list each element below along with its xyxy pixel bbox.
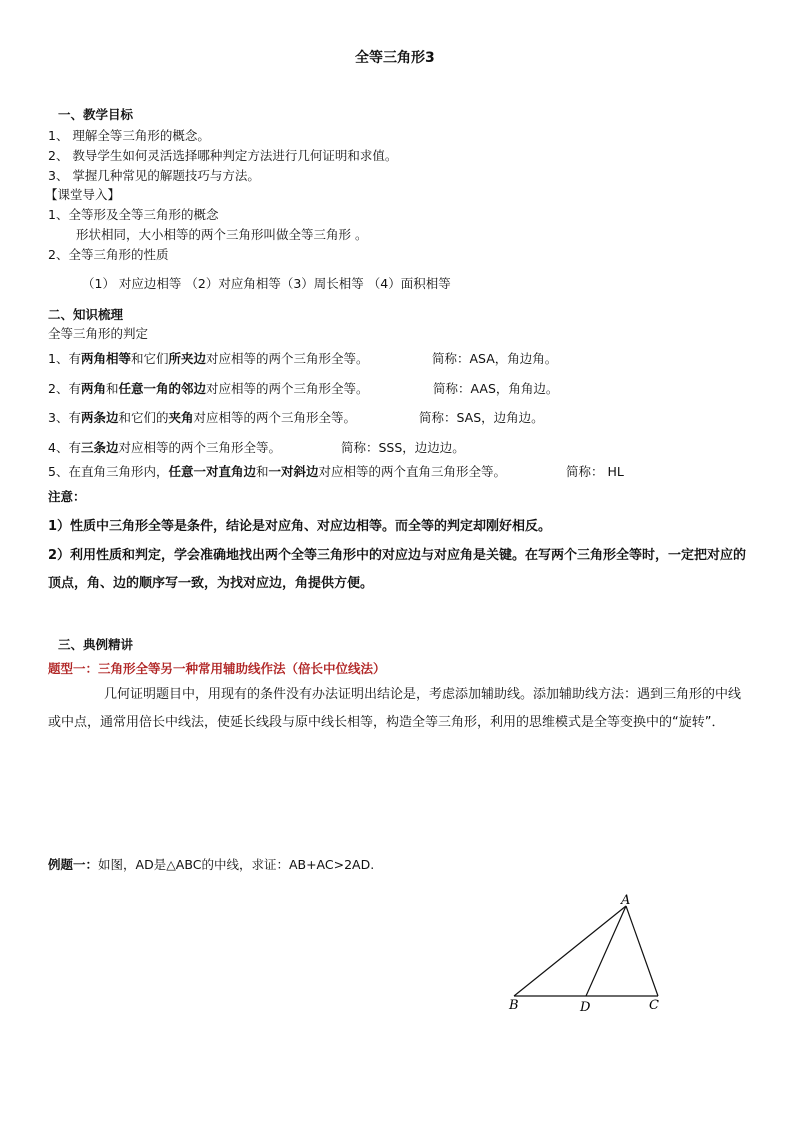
rule-1-post: 对应相等的两个三角形全等。 bbox=[206, 351, 369, 366]
rule-2 bbox=[48, 382, 369, 396]
rule-5-post: 对应相等的两个直角三角形全等。 bbox=[318, 464, 507, 479]
rule-2-mid: 和 bbox=[105, 381, 119, 396]
note-2: 2）利用性质和判定，学会准确地找出两个全等三角形中的对应边与对应角是关键。在写两个三角形全等时，一定把对应的顶点，角、边的顺序写一致，为找对应边，角提供方便。 bbox=[48, 548, 747, 591]
objective-2: 2、 教导学生如何灵活选择哪种判定方法进行几何证明和求值。 bbox=[48, 148, 398, 163]
label-b: B bbox=[509, 998, 519, 1013]
rule-1 bbox=[48, 352, 369, 366]
section-1-heading: 一、教学目标 bbox=[58, 107, 134, 122]
intro-heading: 【课堂导入】 bbox=[45, 187, 121, 202]
triangle-figure bbox=[500, 890, 680, 1020]
rule-5-abbr: 简称： HL bbox=[566, 464, 624, 479]
page-title: 全等三角形3 bbox=[355, 50, 435, 66]
side-ac bbox=[626, 906, 658, 996]
type-1-text: 几何证明题目中，用现有的条件没有办法证明出结论是，考虑添加辅助线。添加辅助线方法：遇到三角形的中线或中点，通常用倍长中线法，使延长线段与原中线长相等，构造全等三角形，利用的思维模式是全等变换中的“旋转”． bbox=[48, 687, 742, 730]
example-1 bbox=[48, 858, 374, 872]
rule-3 bbox=[48, 411, 356, 425]
rule-2-abbr: 简称：AAS，角角边。 bbox=[433, 381, 559, 396]
side-ab bbox=[514, 906, 626, 996]
example-1-label: 例题一： bbox=[48, 857, 99, 872]
rule-2-pre: 2、有 bbox=[48, 381, 81, 396]
label-a: A bbox=[621, 893, 631, 908]
rule-1-abbr: 简称：ASA，角边角。 bbox=[432, 351, 558, 366]
rule-2-post: 对应相等的两个三角形全等。 bbox=[206, 381, 369, 396]
rule-3-abbr: 简称：SAS，边角边。 bbox=[419, 410, 544, 425]
rule-5 bbox=[48, 465, 506, 479]
label-d: D bbox=[580, 1000, 591, 1015]
rule-3-bold-2: 夹角 bbox=[168, 410, 194, 425]
rule-4-bold-1: 三条边 bbox=[80, 440, 119, 455]
properties-line: （1） 对应边相等 （2）对应角相等（3）周长相等 （4）面积相等 bbox=[82, 276, 451, 291]
type-1-title: 题型一：三角形全等另一种常用辅助线作法（倍长中位线法） bbox=[48, 661, 386, 676]
intro-item-2: 2、全等三角形的性质 bbox=[48, 247, 169, 262]
section-2-subheading: 全等三角形的判定 bbox=[48, 326, 149, 341]
example-1-text: 如图，AD是△ABC的中线，求证：AB+AC>2AD. bbox=[98, 857, 375, 872]
rule-5-mid: 和 bbox=[255, 464, 269, 479]
rule-5-pre: 5、在直角三角形内， bbox=[48, 464, 169, 479]
rule-1-bold-2: 所夹边 bbox=[168, 351, 206, 366]
rule-1-bold-1: 两角相等 bbox=[80, 351, 131, 366]
label-c: C bbox=[649, 998, 659, 1013]
rule-4-abbr: 简称：SSS，边边边。 bbox=[341, 440, 465, 455]
section-2-heading: 二、知识梳理 bbox=[48, 307, 124, 322]
rule-4-post: 对应相等的两个三角形全等。 bbox=[118, 440, 281, 455]
intro-item-1: 1、全等形及全等三角形的概念 bbox=[48, 207, 219, 222]
rule-3-bold-1: 两条边 bbox=[80, 410, 119, 425]
rule-5-bold-1: 任意一对直角边 bbox=[168, 464, 256, 479]
rule-4-pre: 4、有 bbox=[48, 440, 81, 455]
rule-1-mid: 和它们 bbox=[130, 351, 169, 366]
rule-4 bbox=[48, 441, 281, 455]
rule-3-pre: 3、有 bbox=[48, 410, 81, 425]
note-1: 1）性质中三角形全等是条件，结论是对应角、对应边相等。而全等的判定却刚好相反。 bbox=[48, 519, 552, 534]
rule-2-bold-1: 两角 bbox=[80, 381, 106, 396]
rule-3-mid: 和它们的 bbox=[118, 410, 169, 425]
median-ad bbox=[586, 906, 626, 996]
note-label: 注意： bbox=[48, 489, 86, 504]
rule-3-post: 对应相等的两个三角形全等。 bbox=[193, 410, 357, 425]
intro-item-1-text: 形状相同，大小相等的两个三角形叫做全等三角形 。 bbox=[76, 227, 368, 242]
rule-1-pre: 1、有 bbox=[48, 351, 81, 366]
section-3-heading: 三、典例精讲 bbox=[58, 637, 134, 652]
objective-1: 1、 理解全等三角形的概念。 bbox=[48, 128, 210, 143]
objective-3: 3、 掌握几种常见的解题技巧与方法。 bbox=[48, 168, 260, 183]
rule-5-bold-2: 一对斜边 bbox=[268, 464, 319, 479]
rule-2-bold-2: 任意一角的邻边 bbox=[118, 381, 206, 396]
